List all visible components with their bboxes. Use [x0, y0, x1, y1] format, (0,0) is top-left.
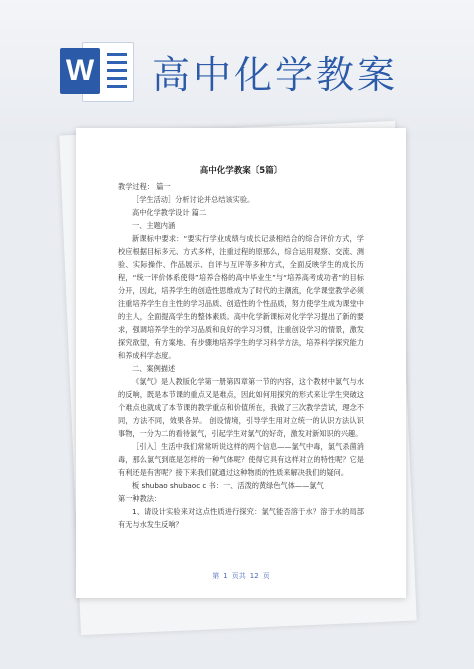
paragraph: 《氯气》是人教版化学第一册第四章第一节的内容，这个教材中氯气与水的反响，既是本节课的重点又是难点，因此如何用探究的形式来让学生突破这个难点也就成了本节课的教学重点和价值所在，我做了三次教学尝试，理念不同，方法不同，效果各异。 创设情境，引导学生用对立统一的认识方法认识事物，一分为二的看待氯气，引起学生对氯气的好奇，激发对新知识的兴趣。: [118, 377, 364, 438]
paragraph: 一、主题内涵: [132, 221, 176, 230]
word-document-icon: [60, 40, 134, 102]
paragraph: 高中化学教学设计 篇二: [132, 208, 207, 217]
footer-prefix: 第: [212, 572, 220, 580]
footer-page-number: 1: [223, 572, 228, 580]
paragraph: 教学过程： 篇一: [118, 182, 171, 191]
paragraph: 1、请设计实验来对这点性质进行探究：氯气能否溶于水？溶于水的局部有无与水发生反响？: [118, 507, 364, 529]
document-title: 高中化学教案〔5篇〕: [199, 166, 283, 176]
banner-title: 高中化学教案: [152, 53, 399, 97]
footer-suffix: 页: [262, 572, 270, 580]
word-logo-badge: W: [60, 48, 100, 94]
footer-middle: 页共: [231, 572, 246, 580]
document-content: [118, 164, 364, 531]
paragraph: 板 shubao shubaoc c 书：一、活泼的黄绿色气体——氯气: [132, 481, 324, 490]
paragraph: 二、案例描述: [132, 364, 176, 373]
paragraph: ［引入］生活中我们常常听说这样的两个信息——氯气中毒，氯气杀菌消毒，那么氯气到底是怎样的一种气体呢？使得它具有这样对立的特性呢？它是有利还是有害呢？接下来我们就通过这种物质的性质来解决我们的疑问。: [118, 442, 364, 477]
paragraph: 第一种教法：: [118, 494, 162, 503]
page-footer: [76, 570, 406, 583]
paragraph: ［学生活动］分析讨论并总结该实验。: [132, 195, 255, 204]
paragraph: 新课标中要求：“要实行学业成绩与成长记录相结合的综合评价方式，学校应根据目标多元、方式多样，注重过程的原那么，综合运用观察、交流、测验、实际操作、作品展示、自评与互评等多种方式，全面反映学生的成长历程，“统一评价体系使得”培养合格的高中毕业生”与“培养高考成功者”的目标分开，因此，培养学生的创造性思维成为了时代的主潮流，化学课堂教学必须注重培养学生自主性的学习品质、创造性的个性品质，努力使学生成为课堂中的主人，全面提高学生的整体素质。高中化学新课标对化学学习提出了新的要求，强调培养学生的学习品质和良好的学习习惯，注重创设学习的情景，激发探究欲望，有方案地、有步骤地培养学生的学习科学方法，培养科学探究能力和养成科学态度。: [118, 234, 364, 360]
paragraph-list: [118, 180, 364, 531]
document-page: [76, 128, 406, 598]
footer-total-pages: 12: [249, 572, 259, 580]
